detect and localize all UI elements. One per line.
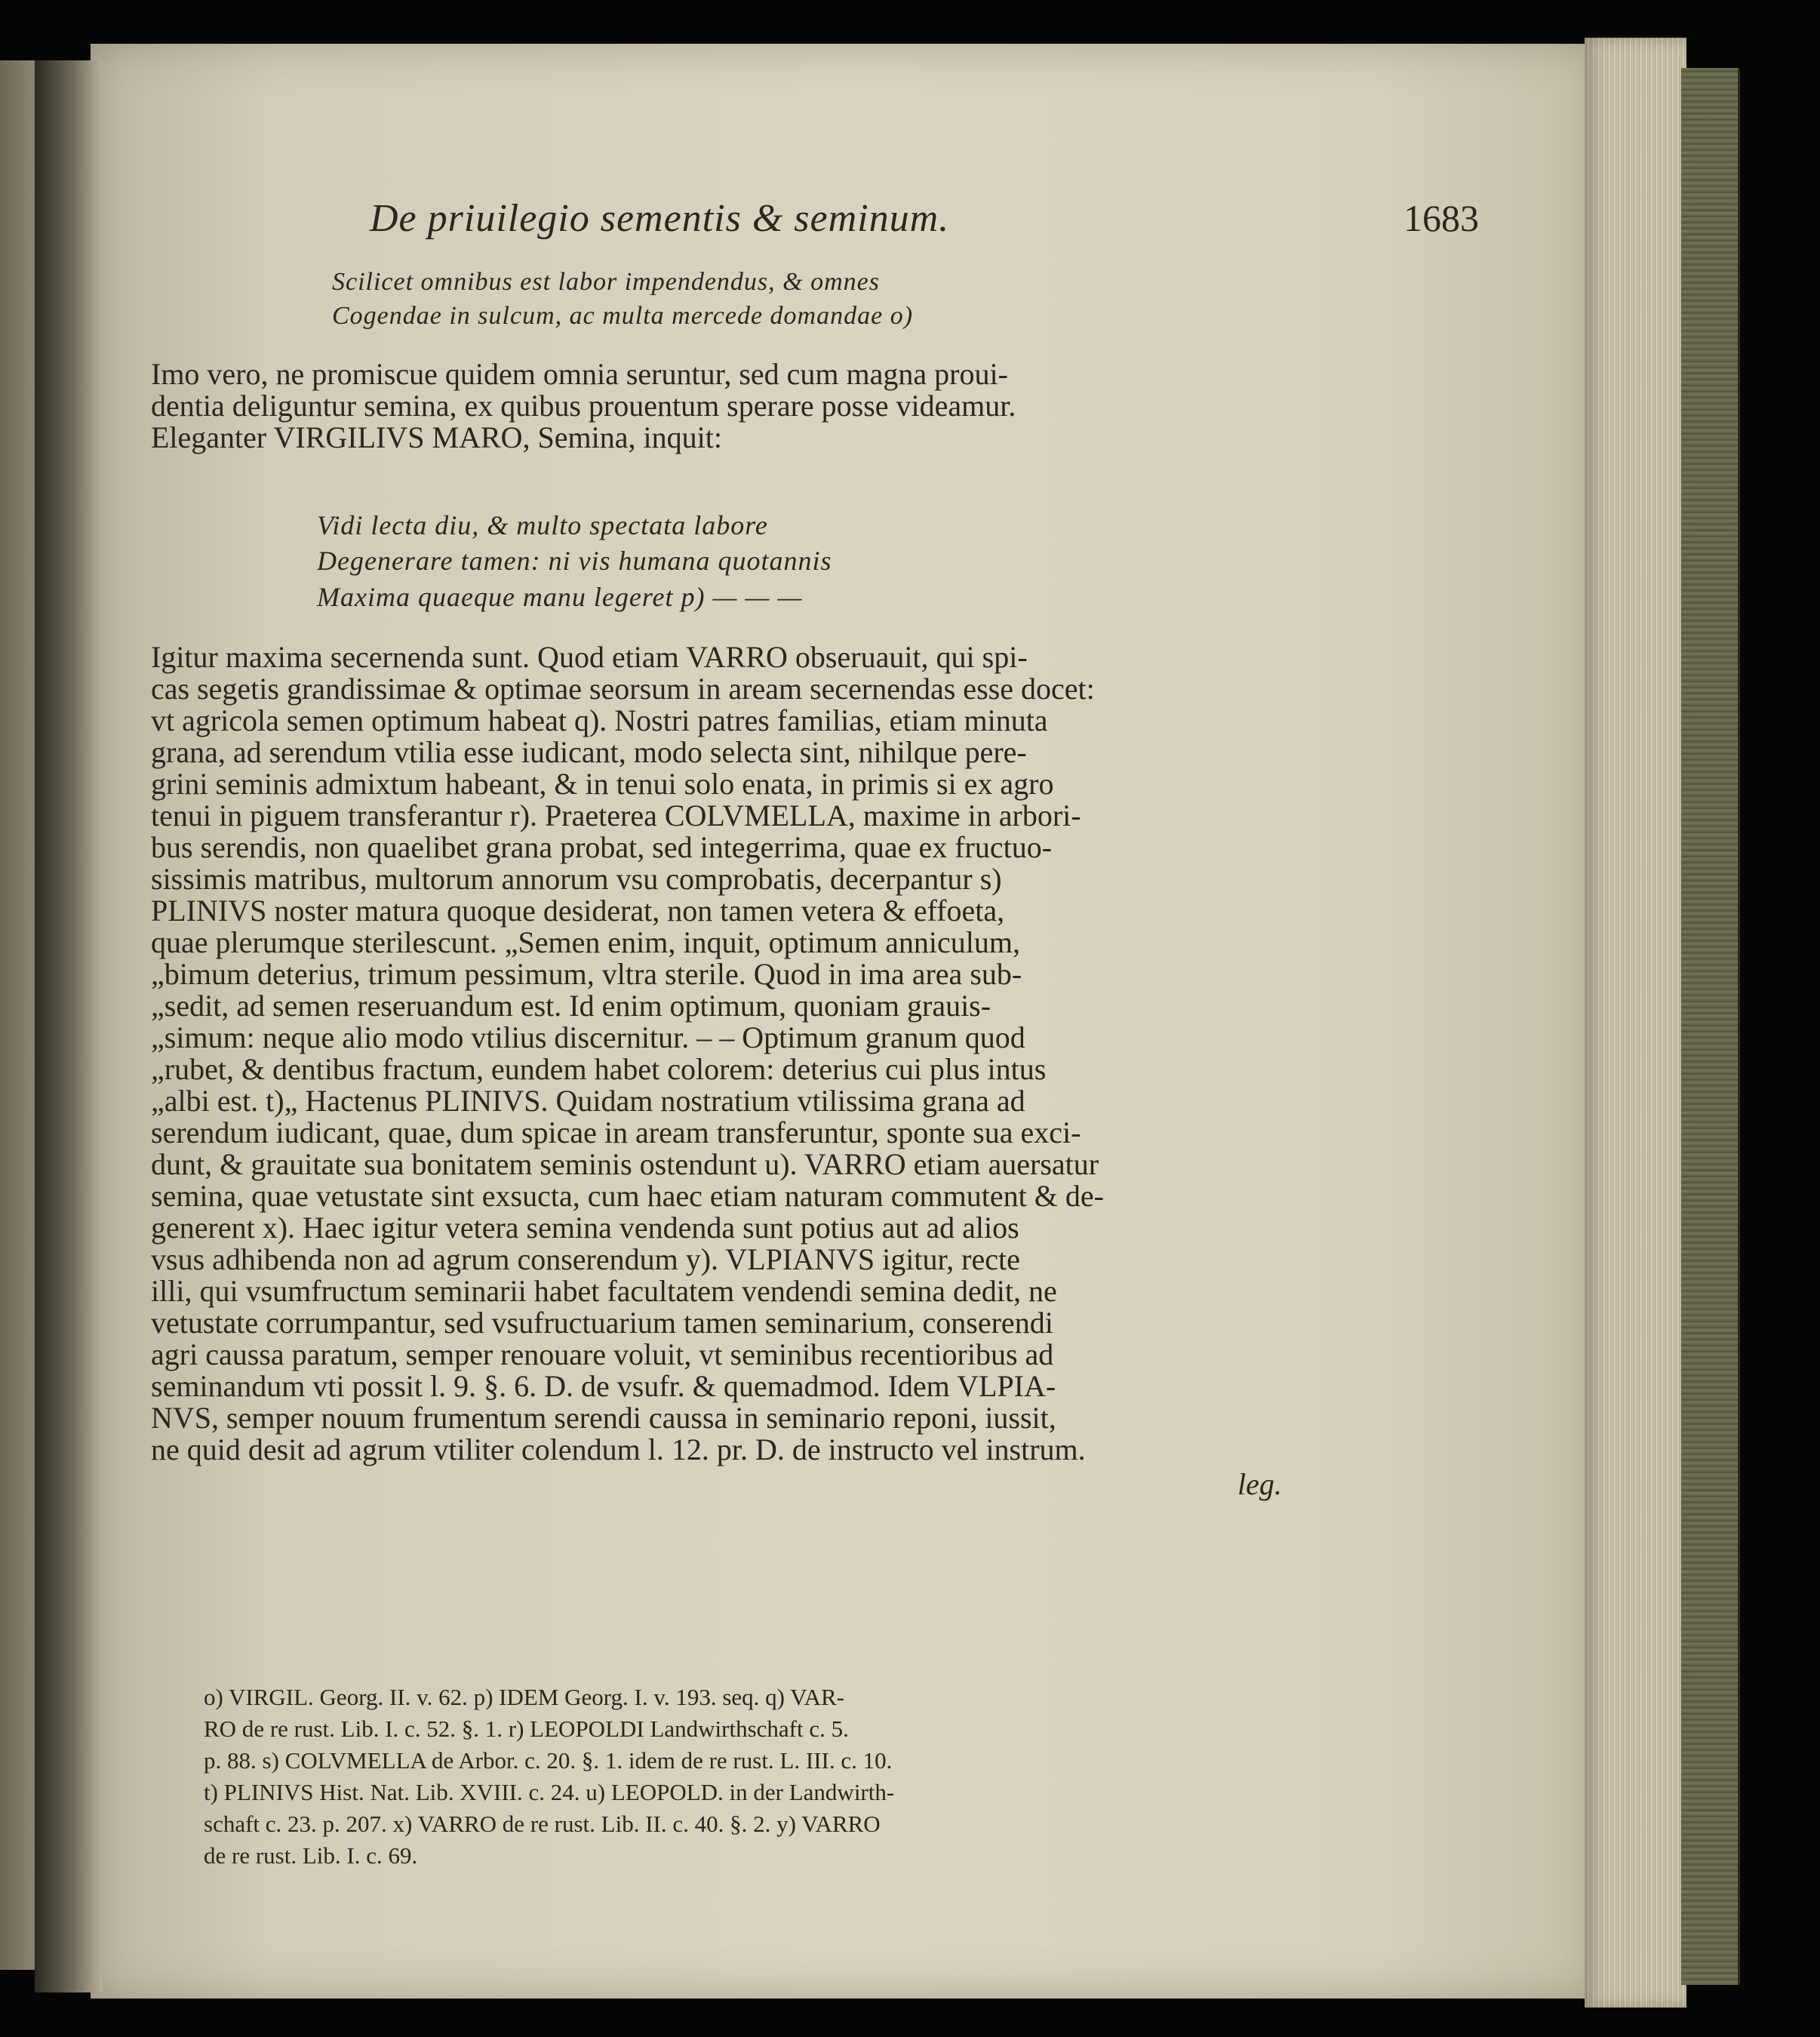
running-head [370, 196, 1479, 257]
footnote-line: t) PLINIVS Hist. Nat. Lib. XVIII. c. 24. u) LEOPOLD. in der Landwirth- [204, 1779, 895, 1805]
text-line: vetustate corrumpantur, sed vsufructuarium tamen seminarium, conserendi [151, 1306, 1053, 1340]
text-line: sissimis matribus, multorum annorum vsu comprobatis, decerpantur s) [151, 862, 1002, 896]
text-line: grini seminis admixtum habeant, & in tenui solo enata, in primis si ex agro [151, 767, 1054, 801]
verse-line: Maxima quaeque manu legeret p) — — — [317, 582, 803, 612]
text-line: „albi est. t)„ Hactenus PLINIVS. Quidam nostratium vtilissima grana ad [151, 1084, 1025, 1118]
footnotes [204, 1682, 894, 1872]
page-block-edge [1585, 38, 1686, 2008]
text-line: quae plerumque sterilescunt. „Semen enim, inquit, optimum anniculum, [151, 925, 1020, 959]
footnote-line: schaft c. 23. p. 207. x) VARRO de re rust. Lib. II. c. 40. §. 2. y) VARRO [204, 1811, 881, 1837]
footnote-line: p. 88. s) COLVMELLA de Arbor. c. 20. §. 1. idem de re rust. L. III. c. 10. [204, 1747, 893, 1774]
text-line: agri caussa paratum, semper renouare voluit, vt seminibus recentioribus ad [151, 1337, 1054, 1371]
text-line: dunt, & grauitate sua bonitatem seminis ostendunt u). VARRO etiam auersatur [151, 1147, 1099, 1181]
footnote-line: o) VIRGIL. Georg. II. v. 62. p) IDEM Georg. I. v. 193. seq. q) VAR- [204, 1684, 844, 1710]
text-line: tenui in piguem transferantur r). Praeterea COLVMELLA, maxime in arbori- [151, 798, 1081, 832]
verse-line: Degenerare tamen: ni vis humana quotannis [317, 546, 832, 576]
text-line: bus serendis, non quaelibet grana probat, sed integerrima, quae ex fructuo- [151, 830, 1053, 864]
book-gutter [35, 60, 103, 1992]
verse-line: Scilicet omnibus est labor impendendus, & omnes [332, 268, 880, 296]
text-line: illi, qui vsumfructum seminarii habet facultatem vendendi semina dedit, ne [151, 1274, 1057, 1308]
text-line: grana, ad serendum vtilia esse iudicant, modo selecta sint, nihilque pere- [151, 735, 1027, 769]
text-line: vsus adhibenda non ad agrum conserendum y). VLPIANVS igitur, recte [151, 1242, 1020, 1276]
paragraph-1 [151, 358, 1016, 454]
catchword: leg. [1237, 1467, 1282, 1501]
book-cover [1681, 68, 1740, 1985]
text-line: generent x). Haec igitur vetera semina vendenda sunt potius aut ad alios [151, 1211, 1019, 1245]
paragraph-2 [151, 642, 1104, 1466]
text-line: seminandum vti possit l. 9. §. 6. D. de vsufr. & quemadmod. Idem VLPIA- [151, 1369, 1056, 1403]
text-line: „bimum deterius, trimum pessimum, vltra sterile. Quod in ima area sub- [151, 957, 1022, 991]
text-line: NVS, semper nouum frumentum serendi caussa in seminario reponi, iussit, [151, 1401, 1056, 1435]
text-line: PLINIVS noster matura quoque desiderat, non tamen vetera & effoeta, [151, 894, 1005, 928]
text-line: „rubet, & dentibus fractum, eundem habet colorem: deterius cui plus intus [151, 1052, 1047, 1086]
verse-line: Cogendae in sulcum, ac multa mercede domandae o) [332, 302, 914, 330]
text-line: ne quid desit ad agrum vtiliter colendum l. 12. pr. D. de instructo vel instrum. [151, 1432, 1086, 1466]
page-number: 1683 [1403, 197, 1479, 239]
text-line: cas segetis grandissimae & optimae seorsum in aream secernendas esse docet: [151, 672, 1095, 706]
text-line: „simum: neque alio modo vtilius discernitur. – – Optimum granum quod [151, 1020, 1025, 1054]
text-line: vt agricola semen optimum habeat q). Nostri patres familias, etiam minuta [151, 703, 1048, 737]
running-title: De priuilegio sementis & seminum. [370, 197, 950, 240]
footnote-line: de re rust. Lib. I. c. 69. [204, 1842, 418, 1869]
text-line: Igitur maxima secernenda sunt. Quod etiam VARRO obseruauit, qui spi- [151, 640, 1028, 674]
text-line: Imo vero, ne promiscue quidem omnia seruntur, sed cum magna proui- [151, 357, 1008, 391]
text-line: semina, quae vetustate sint exsucta, cum haec etiam naturam commutent & de- [151, 1179, 1104, 1213]
verse-line: Vidi lecta diu, & multo spectata labore [317, 510, 768, 540]
text-line: Eleganter VIRGILIVS MARO, Semina, inquit: [151, 420, 722, 454]
text-line: dentia deliguntur semina, ex quibus prouentum sperare posse videamur. [151, 389, 1016, 423]
text-line: serendum iudicant, quae, dum spicae in aream transferuntur, sponte sua exci- [151, 1115, 1081, 1149]
footnote-line: RO de re rust. Lib. I. c. 52. §. 1. r) LEOPOLDI Landwirthschaft c. 5. [204, 1715, 849, 1742]
text-line: „sedit, ad semen reseruandum est. Id enim optimum, quoniam grauis- [151, 989, 991, 1023]
